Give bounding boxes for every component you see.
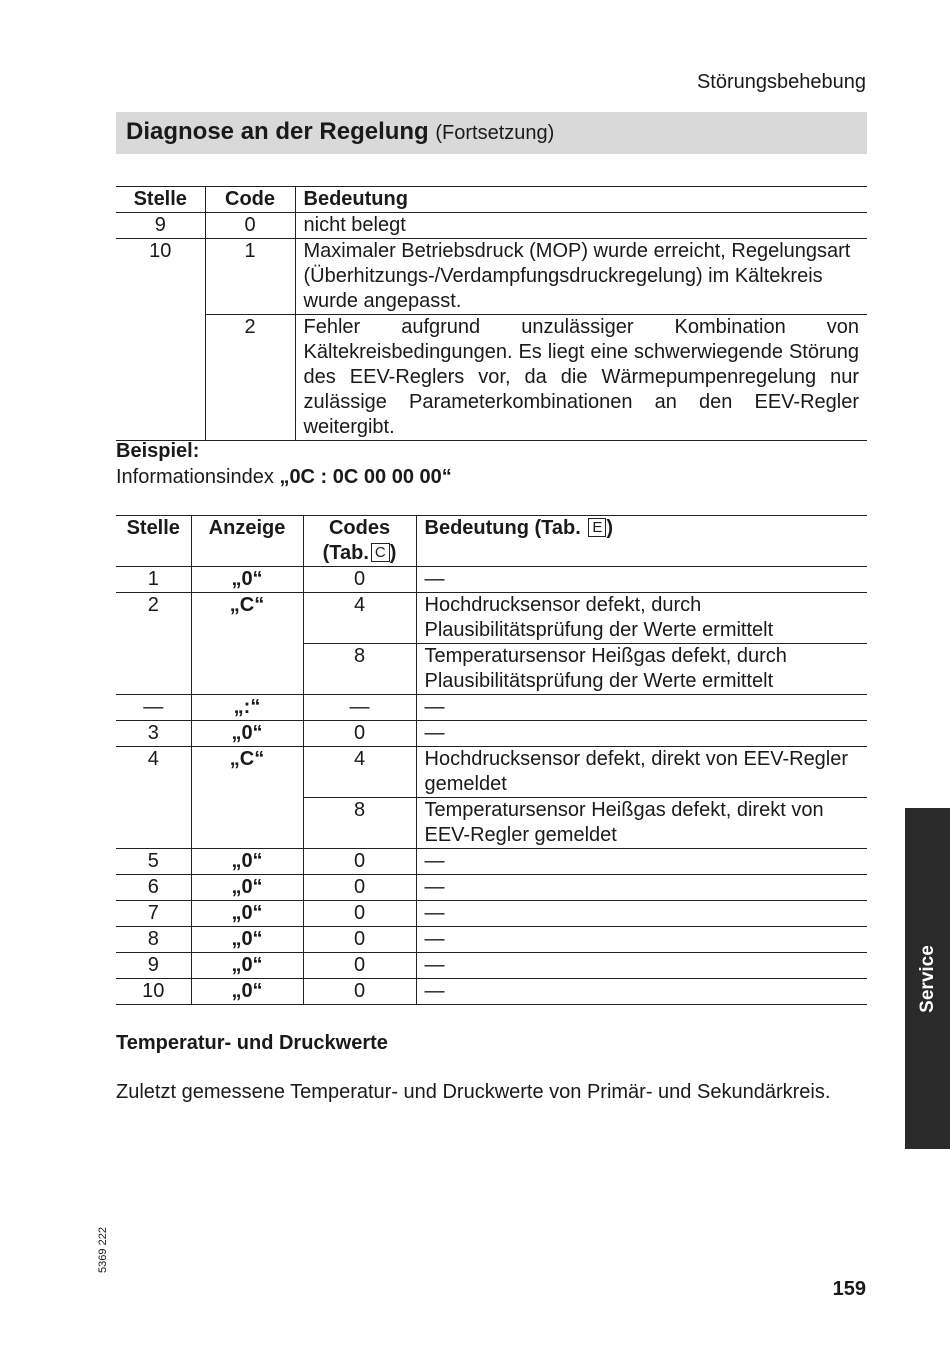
service-side-tab: [905, 808, 950, 1149]
table-row: [116, 721, 867, 747]
header-stelle: Stelle: [116, 187, 205, 213]
example-label: Beispiel:: [116, 440, 200, 462]
cell-stelle: 10: [116, 979, 191, 1005]
cell-stelle: 5: [116, 849, 191, 875]
cell-stelle: 1: [116, 567, 191, 593]
cell-code: 0: [303, 567, 416, 593]
cell-code: 0: [303, 721, 416, 747]
cell-bedeutung: —: [416, 849, 867, 875]
example-text: Informationsindex: [116, 466, 274, 488]
title-main: Diagnose an der Regelung: [126, 118, 429, 145]
table-row: [116, 927, 867, 953]
title-bar: [116, 112, 867, 154]
cell-bedeutung: —: [416, 721, 867, 747]
cell-bedeutung: nicht belegt: [303, 214, 406, 236]
code-table-1: [116, 186, 867, 441]
cell-anzeige: „0“: [191, 875, 303, 901]
cell-anzeige: „0“: [191, 979, 303, 1005]
title-sub: (Fortsetzung): [435, 122, 555, 144]
table-row: [116, 979, 867, 1005]
cell-code: 0: [303, 927, 416, 953]
header-code: Code: [205, 187, 295, 213]
table-row: [116, 239, 867, 315]
header-codes-label: Codes: [328, 517, 391, 539]
table-row: [116, 875, 867, 901]
cell-bedeutung: —: [416, 875, 867, 901]
table-row: [116, 593, 867, 644]
cell-bedeutung: Hochdrucksensor defekt, direkt von EEV-Regler gemeldet: [416, 747, 867, 798]
table-row: [116, 567, 867, 593]
cell-stelle: 10: [116, 239, 205, 441]
table-row: [116, 953, 867, 979]
cell-code: 0: [303, 901, 416, 927]
cell-bedeutung: Temperatursensor Heißgas defekt, direkt von EEV-Regler gemeldet: [416, 798, 867, 849]
cell-anzeige: „0“: [191, 953, 303, 979]
cell-bedeutung: —: [416, 953, 867, 979]
cell-bedeutung: —: [424, 568, 445, 590]
cell-bedeutung: Maximaler Betriebsdruck (MOP) wurde erreicht, Regelungsart (Überhitzungs-/Verdampfungsdruckregelung) im Kältekreis wurde angepasst.: [295, 239, 867, 315]
header-anzeige: Anzeige: [191, 516, 303, 567]
cell-anzeige: „:“: [191, 695, 303, 721]
cell-stelle: 3: [116, 721, 191, 747]
cell-stelle: 4: [116, 747, 191, 849]
table-row: [116, 849, 867, 875]
cell-bedeutung: —: [416, 695, 867, 721]
cell-stelle: 2: [116, 593, 191, 695]
cell-anzeige: „0“: [191, 901, 303, 927]
cell-code: 8: [303, 798, 416, 849]
cell-stelle: 6: [116, 875, 191, 901]
cell-stelle: 7: [116, 901, 191, 927]
service-tab-label: Service: [916, 944, 938, 1013]
cell-code: 0: [303, 979, 416, 1005]
header-stelle: Stelle: [116, 516, 191, 567]
code-table-2: [116, 515, 867, 1005]
cell-code: 2: [205, 315, 295, 441]
cell-bedeutung: Fehler aufgrund unzulässiger Kombination von Kältekreisbedingungen. Es liegt eine schwerwiegende Störung des EEV-Reglers vor, da die Wärmepumpenregelung nur zulässige Parameterkombinationen an den EEV-Regler weitergibt.: [295, 315, 867, 441]
table-row: [116, 901, 867, 927]
cell-anzeige: „0“: [191, 927, 303, 953]
cell-bedeutung: Temperatursensor Heißgas defekt, durch Plausibilitätsprüfung der Werte ermittelt: [416, 644, 867, 695]
table-row: [116, 695, 867, 721]
cell-stelle: —: [116, 695, 191, 721]
cell-code: 0: [303, 849, 416, 875]
cell-code: 4: [303, 593, 416, 644]
header-codes-tab: (Tab.: [322, 542, 369, 564]
cell-bedeutung: Hochdrucksensor defekt, durch Plausibilitätsprüfung der Werte ermittelt: [416, 593, 867, 644]
page-title: [126, 118, 554, 146]
header-bedeutung: [416, 516, 867, 567]
cell-bedeutung: —: [416, 979, 867, 1005]
table-row: [116, 213, 867, 239]
example-value: „0C : 0C 00 00 00“: [279, 466, 452, 488]
document-number: 5369 222: [96, 1227, 109, 1273]
table-ref-c-box: C: [371, 543, 390, 562]
cell-code: 0: [303, 875, 416, 901]
cell-code: 1: [205, 239, 295, 315]
section-text: Zuletzt gemessene Temperatur- und Druckwerte von Primär- und Sekundärkreis.: [116, 1081, 831, 1103]
cell-bedeutung: —: [416, 927, 867, 953]
header-codes: [303, 516, 416, 567]
cell-anzeige: „C“: [191, 747, 303, 849]
cell-stelle: 9: [116, 213, 205, 239]
section-header: Störungsbehebung: [696, 71, 866, 93]
cell-anzeige: „0“: [191, 849, 303, 875]
table-ref-e-box: E: [588, 518, 606, 537]
page-number: 159: [832, 1278, 866, 1300]
cell-bedeutung: —: [416, 901, 867, 927]
cell-code: 8: [303, 644, 416, 695]
cell-anzeige: „0“: [191, 567, 303, 593]
header-bedeutung: Bedeutung: [295, 187, 867, 213]
header-codes-close: ): [389, 542, 397, 564]
cell-code: 0: [303, 953, 416, 979]
header-bedeutung-label: Bedeutung (Tab.: [424, 517, 581, 539]
section-heading: Temperatur- und Druckwerte: [116, 1032, 388, 1054]
example-line: [116, 466, 452, 489]
cell-stelle: 8: [116, 927, 191, 953]
cell-anzeige: „C“: [191, 593, 303, 695]
cell-stelle: 9: [116, 953, 191, 979]
cell-code: —: [303, 695, 416, 721]
cell-code: 4: [303, 747, 416, 798]
cell-code: 0: [205, 213, 295, 239]
table-row: [116, 747, 867, 798]
header-bedeutung-close: ): [606, 517, 614, 539]
cell-anzeige: „0“: [191, 721, 303, 747]
table-row: [116, 315, 867, 441]
